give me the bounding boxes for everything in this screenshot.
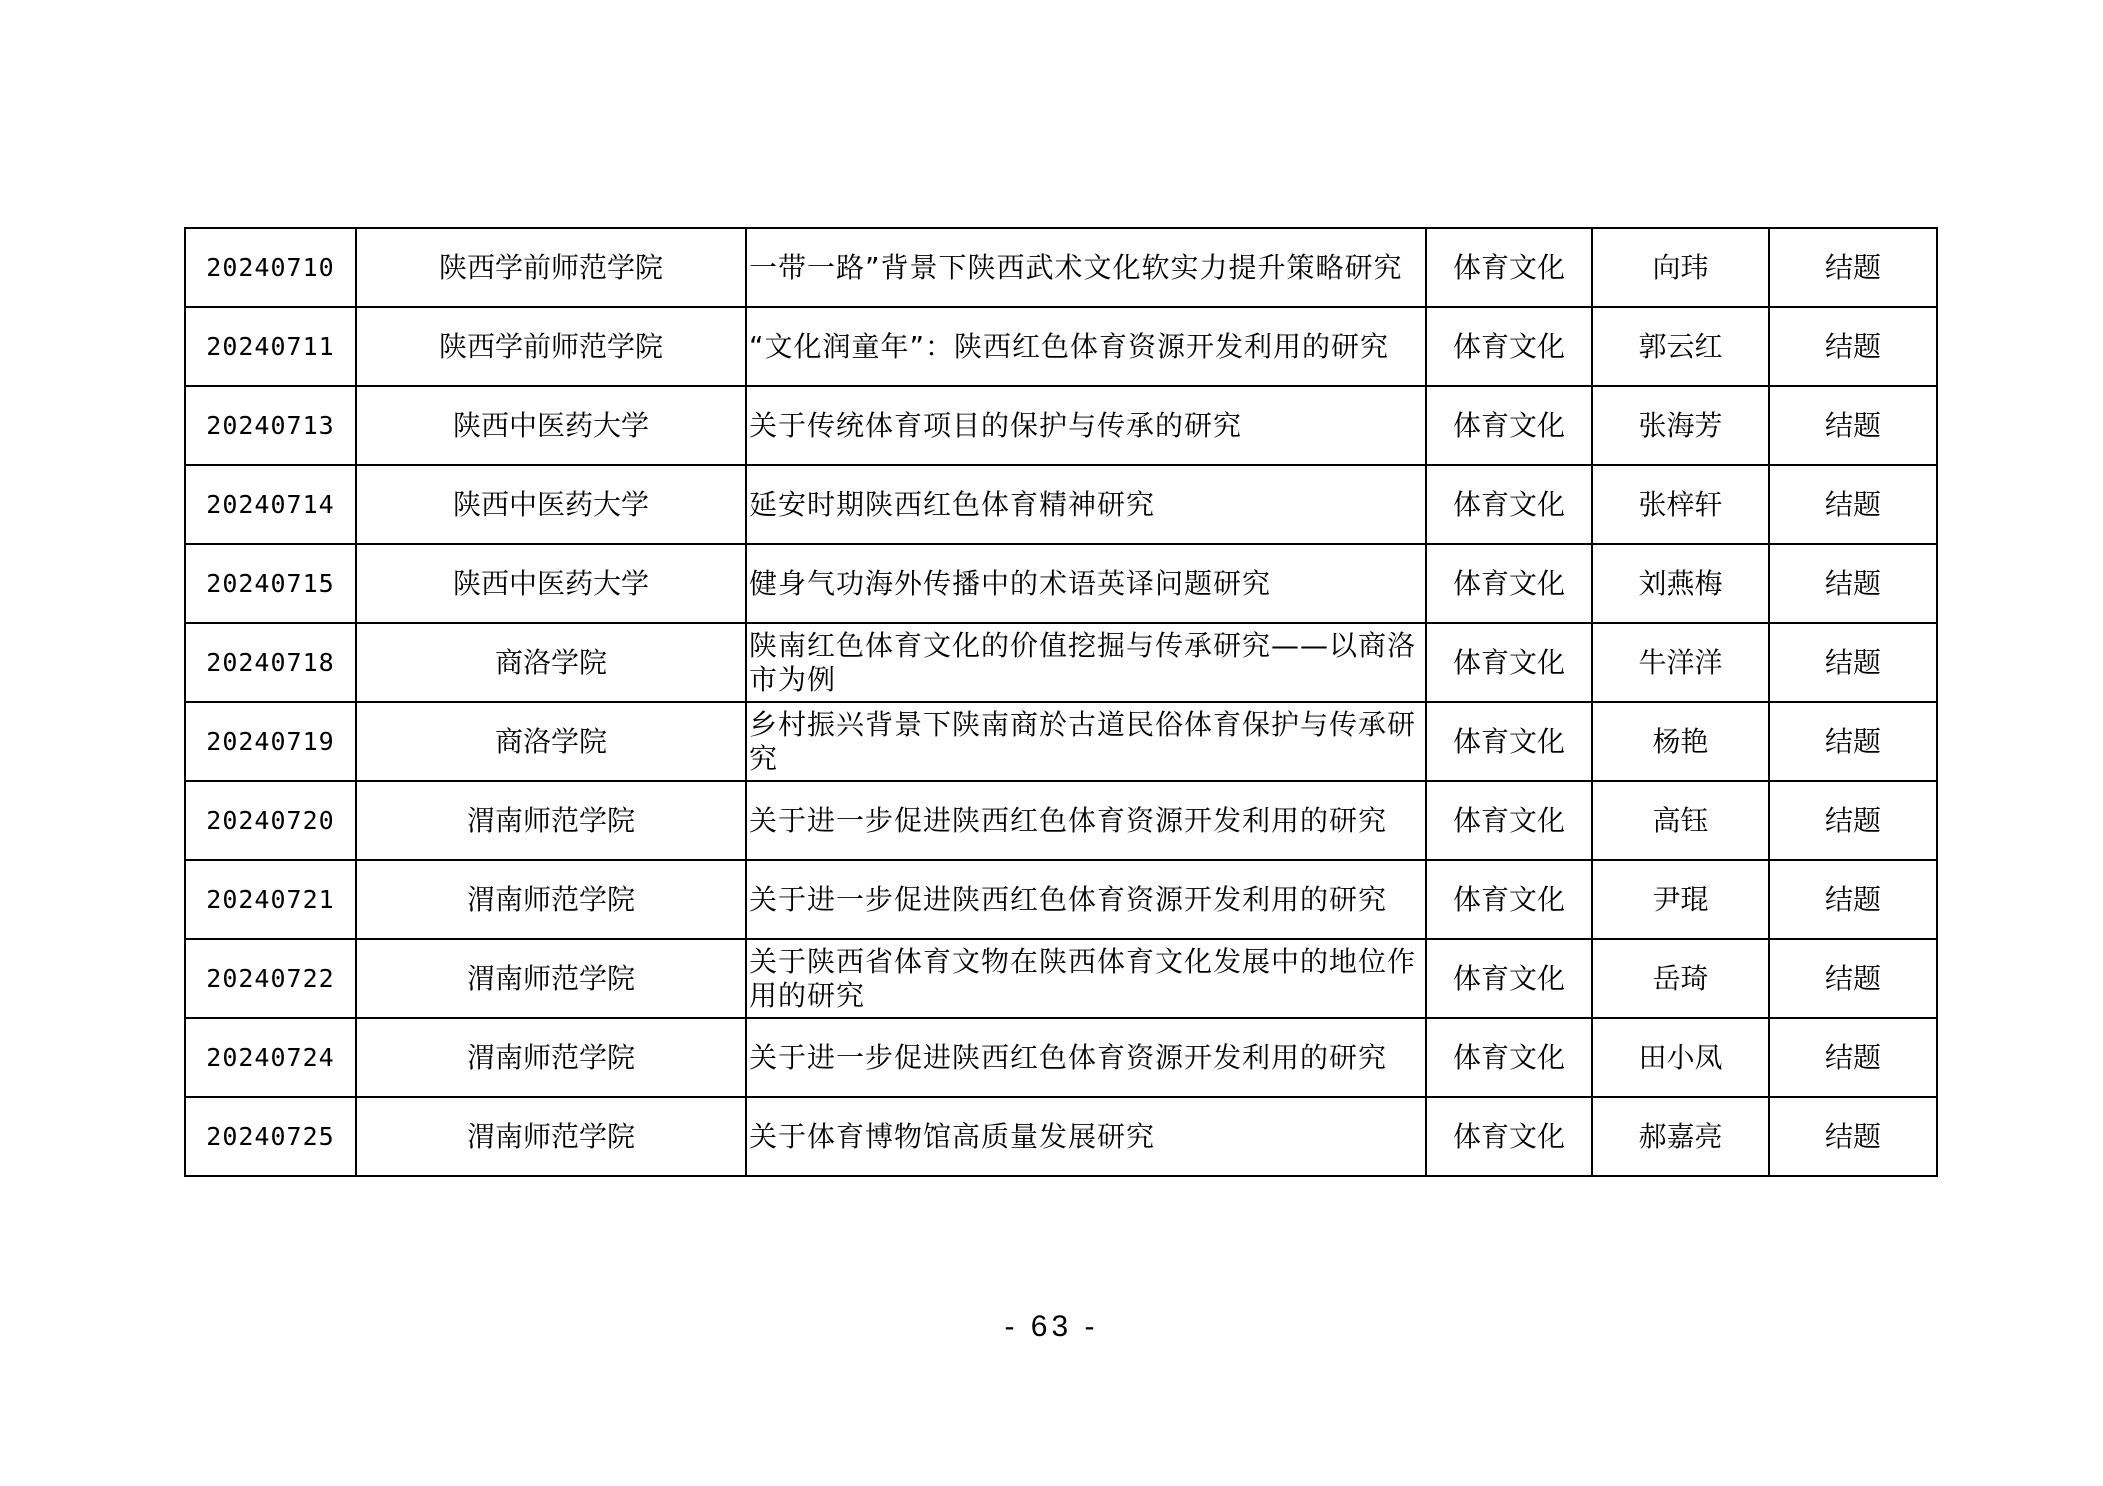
table-row: [185, 544, 1937, 623]
project-id-cell: 20240720: [185, 781, 356, 860]
status-cell: 结题: [1769, 465, 1937, 544]
project-title-cell: 陕南红色体育文化的价值挖掘与传承研究——以商洛市为例: [746, 623, 1426, 702]
institution-cell: 陕西中医药大学: [356, 386, 746, 465]
project-title-cell: 关于传统体育项目的保护与传承的研究: [746, 386, 1426, 465]
leader-cell: 杨艳: [1592, 702, 1769, 781]
table-row: [185, 386, 1937, 465]
project-id-cell: 20240724: [185, 1018, 356, 1097]
institution-cell: 渭南师范学院: [356, 939, 746, 1018]
table-row: [185, 307, 1937, 386]
project-id-cell: 20240719: [185, 702, 356, 781]
institution-cell: 陕西学前师范学院: [356, 228, 746, 307]
leader-cell: 田小凤: [1592, 1018, 1769, 1097]
table-row: [185, 623, 1937, 702]
institution-cell: 渭南师范学院: [356, 1018, 746, 1097]
category-cell: 体育文化: [1426, 228, 1592, 307]
category-cell: 体育文化: [1426, 307, 1592, 386]
category-cell: 体育文化: [1426, 702, 1592, 781]
project-title-cell: 关于陕西省体育文物在陕西体育文化发展中的地位作用的研究: [746, 939, 1426, 1018]
status-cell: 结题: [1769, 702, 1937, 781]
project-title-cell: 关于进一步促进陕西红色体育资源开发利用的研究: [746, 781, 1426, 860]
leader-cell: 张梓轩: [1592, 465, 1769, 544]
institution-cell: 渭南师范学院: [356, 781, 746, 860]
institution-cell: 渭南师范学院: [356, 860, 746, 939]
leader-cell: 尹琨: [1592, 860, 1769, 939]
project-table: [184, 227, 1938, 1177]
project-id-cell: 20240714: [185, 465, 356, 544]
leader-cell: 刘燕梅: [1592, 544, 1769, 623]
table-row: [185, 939, 1937, 1018]
project-id-cell: 20240710: [185, 228, 356, 307]
project-title-cell: 关于进一步促进陕西红色体育资源开发利用的研究: [746, 1018, 1426, 1097]
leader-cell: 郭云红: [1592, 307, 1769, 386]
project-title-cell: 延安时期陕西红色体育精神研究: [746, 465, 1426, 544]
category-cell: 体育文化: [1426, 939, 1592, 1018]
project-title-cell: 健身气功海外传播中的术语英译问题研究: [746, 544, 1426, 623]
project-id-cell: 20240718: [185, 623, 356, 702]
table-row: [185, 1097, 1937, 1176]
project-title-cell: “文化润童年”：陕西红色体育资源开发利用的研究: [746, 307, 1426, 386]
status-cell: 结题: [1769, 1097, 1937, 1176]
project-title-cell: 乡村振兴背景下陕南商於古道民俗体育保护与传承研究: [746, 702, 1426, 781]
category-cell: 体育文化: [1426, 386, 1592, 465]
leader-cell: 向玮: [1592, 228, 1769, 307]
institution-cell: 商洛学院: [356, 702, 746, 781]
table-row: [185, 228, 1937, 307]
category-cell: 体育文化: [1426, 1018, 1592, 1097]
status-cell: 结题: [1769, 860, 1937, 939]
project-id-cell: 20240713: [185, 386, 356, 465]
project-title-cell: 一带一路”背景下陕西武术文化软实力提升策略研究: [746, 228, 1426, 307]
project-id-cell: 20240721: [185, 860, 356, 939]
leader-cell: 牛洋洋: [1592, 623, 1769, 702]
institution-cell: 商洛学院: [356, 623, 746, 702]
table-row: [185, 781, 1937, 860]
page-number: - 63 -: [1004, 1310, 1099, 1343]
status-cell: 结题: [1769, 228, 1937, 307]
project-title-cell: 关于体育博物馆高质量发展研究: [746, 1097, 1426, 1176]
status-cell: 结题: [1769, 544, 1937, 623]
status-cell: 结题: [1769, 623, 1937, 702]
project-id-cell: 20240722: [185, 939, 356, 1018]
category-cell: 体育文化: [1426, 544, 1592, 623]
status-cell: 结题: [1769, 386, 1937, 465]
category-cell: 体育文化: [1426, 781, 1592, 860]
category-cell: 体育文化: [1426, 465, 1592, 544]
leader-cell: 张海芳: [1592, 386, 1769, 465]
status-cell: 结题: [1769, 939, 1937, 1018]
category-cell: 体育文化: [1426, 1097, 1592, 1176]
institution-cell: 陕西中医药大学: [356, 465, 746, 544]
project-id-cell: 20240715: [185, 544, 356, 623]
leader-cell: 郝嘉亮: [1592, 1097, 1769, 1176]
category-cell: 体育文化: [1426, 623, 1592, 702]
table-row: [185, 860, 1937, 939]
status-cell: 结题: [1769, 1018, 1937, 1097]
table-row: [185, 465, 1937, 544]
status-cell: 结题: [1769, 307, 1937, 386]
project-id-cell: 20240725: [185, 1097, 356, 1176]
institution-cell: 陕西中医药大学: [356, 544, 746, 623]
institution-cell: 渭南师范学院: [356, 1097, 746, 1176]
project-title-cell: 关于进一步促进陕西红色体育资源开发利用的研究: [746, 860, 1426, 939]
table-row: [185, 1018, 1937, 1097]
institution-cell: 陕西学前师范学院: [356, 307, 746, 386]
table-row: [185, 702, 1937, 781]
project-id-cell: 20240711: [185, 307, 356, 386]
project-table-body: [185, 228, 1937, 1176]
category-cell: 体育文化: [1426, 860, 1592, 939]
leader-cell: 高钰: [1592, 781, 1769, 860]
status-cell: 结题: [1769, 781, 1937, 860]
leader-cell: 岳琦: [1592, 939, 1769, 1018]
